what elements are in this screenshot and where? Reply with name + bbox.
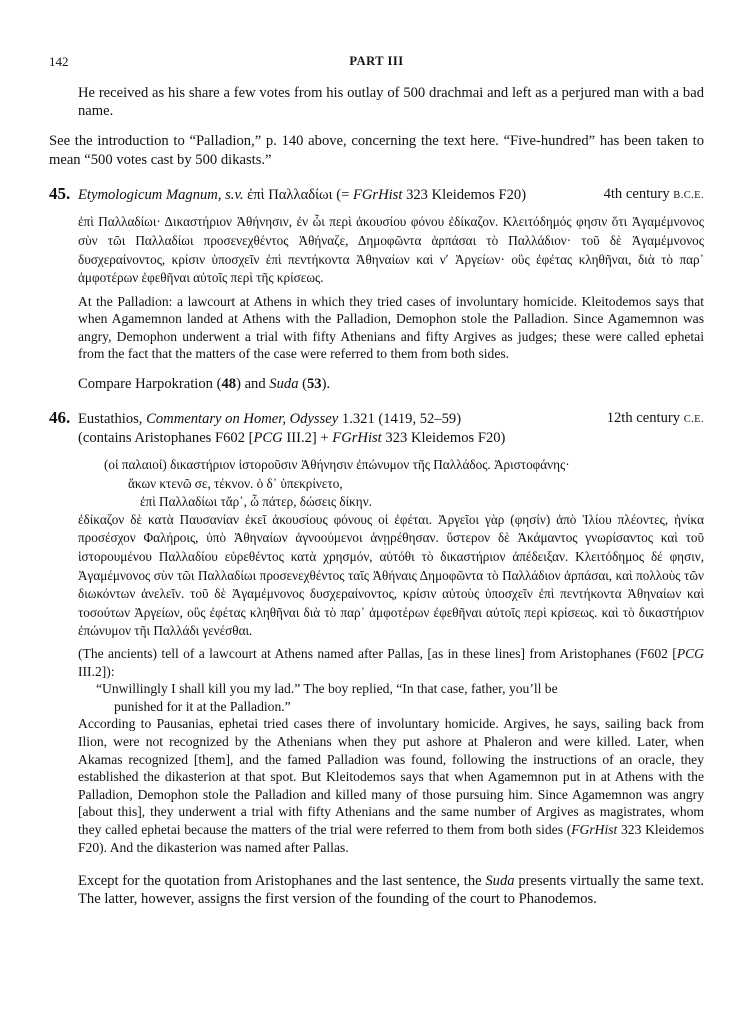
compare-paren: (	[298, 376, 307, 393]
compare-text: Compare Harpokration (	[78, 376, 222, 393]
entry-46-translation-verse-2: punished for it at the Palladion.”	[114, 698, 291, 714]
contains-ref: 323 Kleidemos F20)	[385, 429, 506, 446]
entry-46-century: 12th century	[606, 410, 681, 427]
entry-45-ref-open: (=	[336, 186, 350, 203]
intro-paragraph-1: He received as his share a few votes from his outlay of 500 drachmai and left as a perjured man with a bad name.	[78, 85, 704, 120]
entry-45-ref: 323 Kleidemos F20)	[406, 186, 527, 203]
translation-intro-ref: III.2]):	[78, 663, 115, 679]
compare-close: ).	[321, 376, 331, 393]
entry-46-greek-verse-1: ἄκων κτενῶ σε, τέκνον. ὁ δ᾽ ὑπεκρίνετο,	[128, 475, 343, 491]
contains-text: (contains Aristophanes F602 [	[78, 429, 254, 446]
entry-46-heading	[49, 409, 704, 447]
entry-46-locus: 1.321 (1419, 52–59)	[341, 411, 462, 428]
entry-46-translation-verse-1: “Unwillingly I shall kill you my lad.” The boy replied, “In that case, father, you’ll be	[96, 681, 558, 697]
entry-46-translation	[78, 715, 704, 856]
entry-46-number: 46.	[49, 408, 71, 428]
entry-46-author: Eustathios,	[78, 411, 143, 428]
entry-46-contains	[49, 429, 704, 448]
entry-46-work: Commentary on Homer, Odyssey	[146, 411, 339, 428]
intro-paragraph-2: See the introduction to “Palladion,” p. 140 above, concerning the text here. “Five-hundred” has been taken to mean “500 votes cast by 500 dikasts.”	[49, 133, 704, 168]
closing-paragraph	[78, 872, 704, 908]
contains-fgrhist: FGrHist	[332, 429, 382, 446]
translation-intro-pcg: PCG	[676, 646, 704, 662]
entry-45-greek-text: ἐπὶ Παλλαδίωι· Δικαστήριον Ἀθήνησιν, ἐν ὧι περὶ ἀκουσίου φόνου ἐδίκαζον. Κλειτόδημός φησιν ὅτι Ἀγαμέμνονος σὺν τῶι Παλλαδίωι προσενεχθέντος Ἀθήναζε, Δημοφῶντα ἁρπάσαι τὸ Παλλάδιον· τοῦ δὲ Ἀγαμέμνονος δυσχεραίνοντος, κρίσιν ὑποσχεῖν ἐπὶ πεντήκοντα Ἀθηναίων καὶ νʹ Ἀργείων· οὓς ἐφέτας κληθῆναι, διὰ τὸ παρ᾽ ἀμφοτέρων ἐφεθῆναι αὐτοῖς περὶ τῆς κρίσεως.	[78, 214, 704, 286]
compare-suda: Suda	[269, 376, 299, 393]
closing-text: Except for the quotation from Aristophanes and the last sentence, the	[78, 873, 486, 890]
entry-46-translation-intro	[78, 645, 704, 680]
entry-45-source: Etymologicum Magnum, s.v.	[78, 186, 244, 203]
running-header	[49, 54, 704, 72]
compare-and: ) and	[236, 376, 270, 393]
entry-45-century: 4th century	[603, 185, 670, 202]
closing-end: presents virtually the same text. The latter, however, assigns the first version of the founding of the court to Phanodemos.	[78, 873, 705, 908]
contains-pcg: PCG	[253, 429, 283, 446]
page-body	[49, 84, 705, 909]
entry-45-translation: At the Palladion: a lawcourt at Athens in which they tried cases of involuntary homicide. Kleitodemos says that when Agamemnon landed at Athens with the Palladion, Demophon stole the Palladion. Since Agamemnon was angry, Demophon underwent a trial with fifty Athenians and fifty Argives as judges; these were called ephetai from the fact that the matters of the case were referred to them from both sides.	[78, 293, 704, 362]
translation-end: 323 Kleidemos F20). And the dikasterion was named after Pallas.	[78, 821, 704, 855]
entry-45-number: 45.	[49, 183, 71, 203]
compare-ref-48: 48	[221, 376, 237, 393]
entry-45-fgrhist: FGrHist	[352, 186, 403, 203]
entry-46-date	[607, 409, 704, 430]
entry-46-greek-text: ἐδίκαζον δὲ κατὰ Παυσανίαν ἐκεῖ ἀκουσίους φόνους οἱ ἐφέται. Ἀργεῖοι γὰρ (φησίν) ἀπὸ Ἰλίου πλέοντες, ἡνίκα προσέσχον Φαλήροις, ὑπὸ Ἀθηναίων ἀγνοούμενοι ἀνῃρέθησαν. ὕστερον δὲ Ἀκάμαντος γνωρίσαντος καὶ τοῦ ἱστορουμένου Παλλαδίου εὑρεθέντος κατὰ χρησμόν, αὐτόθι τὸ δικαστήριον ἀπέδειξαν. Κλειτόδημος δέ φησιν, Ἀγαμέμνονος σὺν τῶι Παλλαδίωι προσενεχθέντος ταῖς Ἀθήναις Δημοφῶντα τὸ Παλλάδιον ἁρπάσαι, καὶ πολλοὺς τῶν διωκόντων ἀνελεῖν. τοῦ δὲ Ἀγαμέμνονος δυσχεραίνοντος, κρίσιν αὐτοὺς ὑποσχεῖν ἐπὶ πεντήκοντα Ἀθηναίων καὶ τοσούτων Ἀργείων, οὓς ἐφέτας κληθῆναι διὰ τὸ παρ᾽ ἀμφοτέρων ἐφεθῆναι αὐτοῖς περὶ κρίσεως. καὶ τὸ δικαστήριον ἐπώνυμον τῆι Παλλάδι γενέσθαι.	[78, 511, 704, 639]
translation-fgrhist: FGrHist	[571, 821, 618, 837]
entry-46-greek-verse-2: ἐπὶ Παλλαδίωι τἄρ᾽, ὦ πάτερ, δώσεις δίκην.	[140, 493, 372, 509]
entry-46-greek-intro: (οἱ παλαιοί) δικαστήριον ἱστοροῦσιν Ἀθήνησιν ἐπώνυμον τῆς Παλλάδος. Ἀριστοφάνης·	[104, 457, 570, 473]
page-number: 142	[49, 54, 69, 69]
entry-46-era: C.E.	[683, 414, 704, 426]
contains-mid: III.2] +	[286, 429, 333, 446]
running-title: PART III	[349, 54, 404, 68]
entry-45-compare	[78, 375, 704, 393]
entry-45-era: B.C.E.	[673, 189, 704, 201]
entry-45-heading	[49, 185, 704, 205]
closing-suda: Suda	[485, 873, 515, 890]
translation-intro-text: (The ancients) tell of a lawcourt at Athens named after Pallas, [as in these lines] from Aristophanes (F602 [	[78, 646, 677, 662]
compare-ref-53: 53	[307, 376, 322, 393]
translation-body: According to Pausanias, ephetai tried cases there of involuntary homicide. Argives, he says, sailing back from Ilion, were not recognized by the Athenians when they put ashore at Phaleron and were killed. Later, when Akamas recognized [them], and the famed Palladion was found, following the instructions of an oracle, they established the dikasterion at that spot. But Kleitodemos says that when Agamemnon put in at Athens with the Palladion, Demophon stole the Palladion and killed many of those pursuing him. Since Agamemnon was angry [about this], they underwent a trial with fifty Athenians and the same number of Argives as magistrates, whom they called ephetai because the matters of the trial were referred to them from both sides (	[78, 716, 704, 837]
entry-45-date	[604, 185, 704, 206]
entry-45-lemma: ἐπὶ Παλλαδίωι	[247, 186, 333, 203]
